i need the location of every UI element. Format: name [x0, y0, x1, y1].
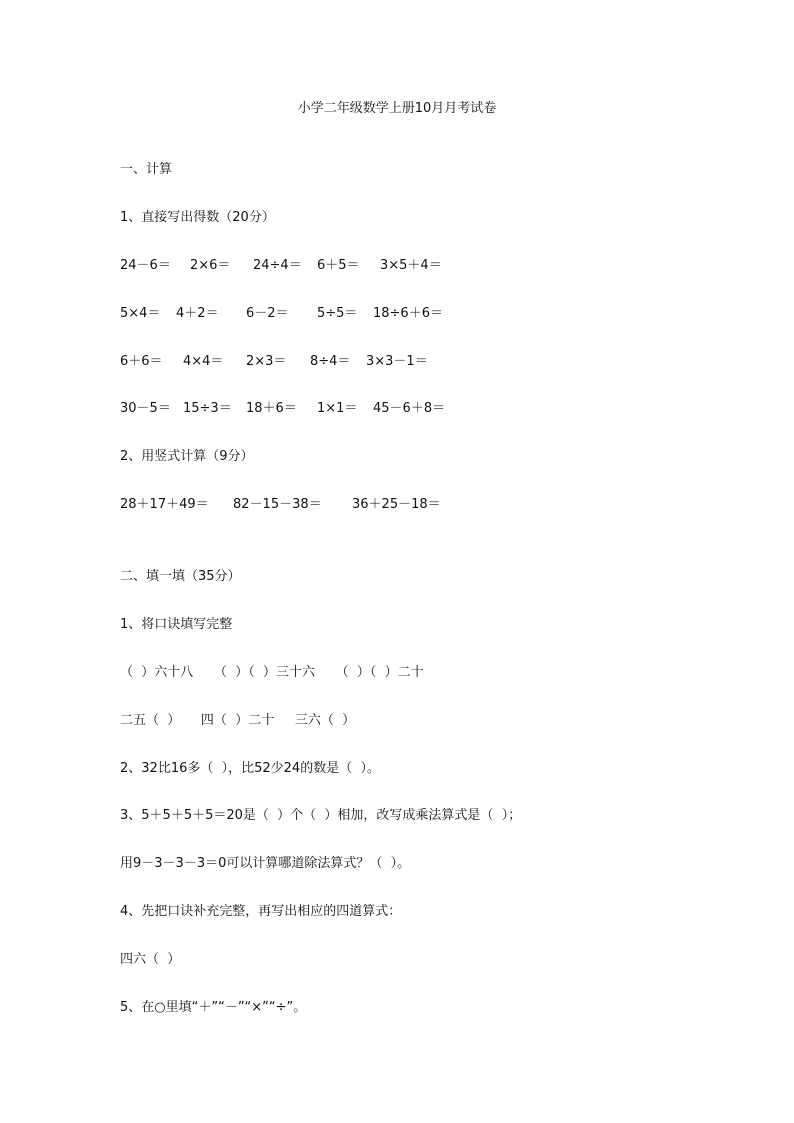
calc-item: 4×4＝	[183, 354, 224, 369]
question-2-3-part-1: 3、5＋5＋5＋5＝20是（ ）个（ ）相加，改写成乘法算式是（ ）；	[120, 808, 522, 823]
calc-item: 30－5＝	[120, 401, 171, 416]
calc-row-4	[120, 400, 446, 418]
question-1-1-label: 1、直接写出得数（20分）	[120, 210, 275, 225]
calc-item: 5÷5＝	[317, 306, 358, 321]
question-2-1-line-1: （ ）六十八 （ ）（ ）三十六 （ ）（ ）二十	[120, 665, 424, 680]
calc-item: 4＋2＝	[176, 306, 219, 321]
vertical-calc-item: 28＋17＋49＝	[120, 497, 209, 512]
question-1-2-label: 2、用竖式计算（9分）	[120, 449, 254, 464]
question-2-5: 5、在○里填“＋”“－”“×”“÷”。	[120, 1000, 307, 1015]
calc-row-3	[120, 353, 428, 371]
calc-item: 2×3＝	[246, 354, 287, 369]
vertical-calc-item: 82－15－38＝	[233, 497, 322, 512]
calc-item: 45－6＋8＝	[373, 401, 446, 416]
calc-row-1	[120, 257, 442, 275]
calc-item: 18＋6＝	[246, 401, 297, 416]
calc-item: 8÷4＝	[310, 354, 351, 369]
calc-item: 3×3－1＝	[366, 354, 428, 369]
section2-heading: 二、填一填（35分）	[120, 569, 241, 584]
page-title: 小学二年级数学上册10月月考试卷	[297, 101, 497, 116]
vertical-calc-row	[120, 496, 441, 514]
question-2-1-label: 1、将口诀填写完整	[120, 617, 233, 632]
calc-item: 1×1＝	[317, 401, 358, 416]
calc-item: 24－6＝	[120, 258, 171, 273]
calc-item: 2×6＝	[190, 258, 231, 273]
calc-item: 15÷3＝	[183, 401, 232, 416]
calc-item: 6＋5＝	[317, 258, 360, 273]
calc-item: 5×4＝	[120, 306, 161, 321]
calc-row-2	[120, 305, 443, 323]
question-2-4-item: 四六（ ）	[120, 952, 181, 967]
question-2-3-part-2: 用9－3－3－3＝0可以计算哪道除法算式？（ ）。	[120, 856, 411, 871]
calc-item: 18÷6＋6＝	[373, 306, 443, 321]
question-2-2: 2、32比16多（ ），比52少24的数是（ ）。	[120, 761, 380, 776]
question-2-4: 4、先把口诀补充完整，再写出相应的四道算式：	[120, 904, 402, 919]
calc-item: 6＋6＝	[120, 354, 163, 369]
question-2-1-line-2: 二五（ ） 四（ ）二十 三六（ ）	[120, 713, 356, 728]
calc-item: 24÷4＝	[253, 258, 302, 273]
calc-item: 3×5＋4＝	[380, 258, 442, 273]
section1-heading: 一、计算	[120, 162, 173, 177]
calc-item: 6－2＝	[246, 306, 289, 321]
vertical-calc-item: 36＋25－18＝	[352, 497, 441, 512]
